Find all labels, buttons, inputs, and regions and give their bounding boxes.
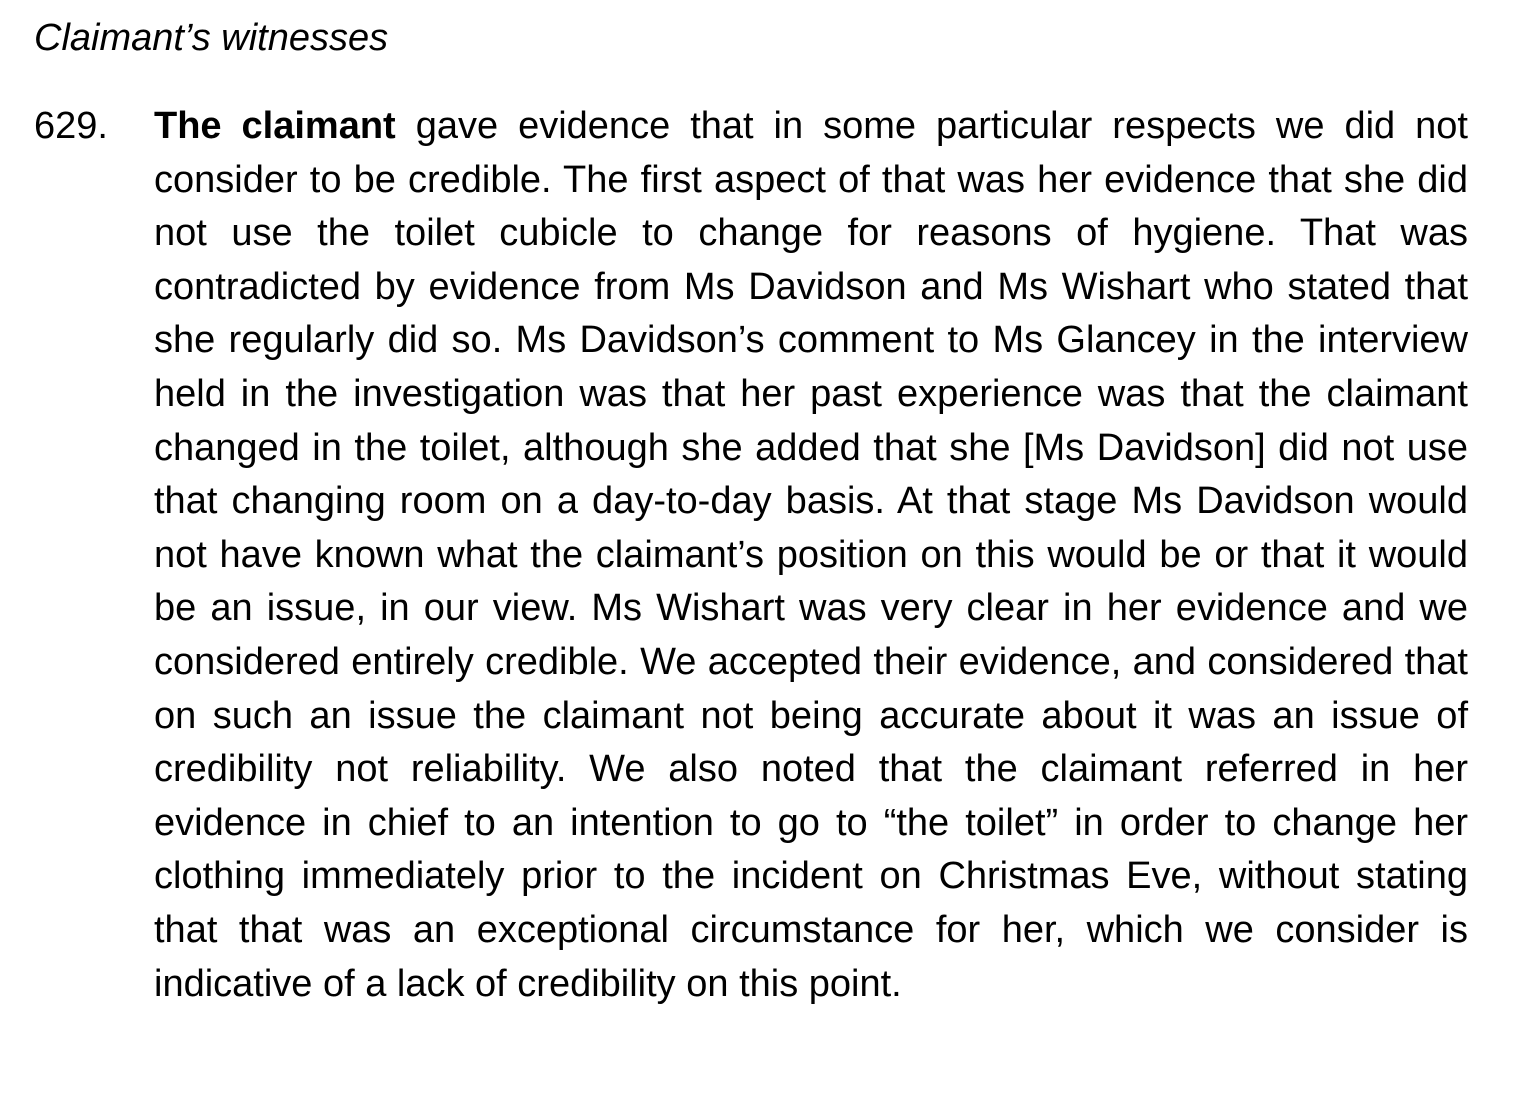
paragraph-number: 629. [34, 105, 108, 147]
paragraph-body: gave evidence that in some particular respects we did not consider to be credible. The first aspect of that was her evidence that she did not use the toilet cubicle to change for reasons of hygiene. That was contradicted by evidence from Ms Davidson and Ms Wishart who stated that she regularly did so. Ms Davidson’s comment to Ms Glancey in the interview held in the investigation was that her past experience was that the claimant changed in the toilet, although she added that she [Ms Davidson] did not use that changing room on a day-to-day basis. At that stage Ms Davidson would not have known what the claimant’s position on this would be or that it would be an issue, in our view. Ms Wishart was very clear in her evidence and we considered entirely credible. We accepted their evidence, and considered that on such an issue the claimant not being accurate about it was an issue of credibility not reliability. We also noted that the claimant referred in her evidence in chief to an intention to go to “the toilet” in order to change her clothing immediately prior to the incident on Christmas Eve, without stating that that was an exceptional circumstance for her, which we consider is indicative of a lack of credibility on this point. [154, 105, 1468, 1005]
paragraph-lead: The claimant [154, 105, 396, 147]
section-heading: Claimant’s witnesses [34, 17, 389, 59]
paragraph-text [154, 100, 1468, 1011]
numbered-paragraph [34, 100, 1468, 1011]
